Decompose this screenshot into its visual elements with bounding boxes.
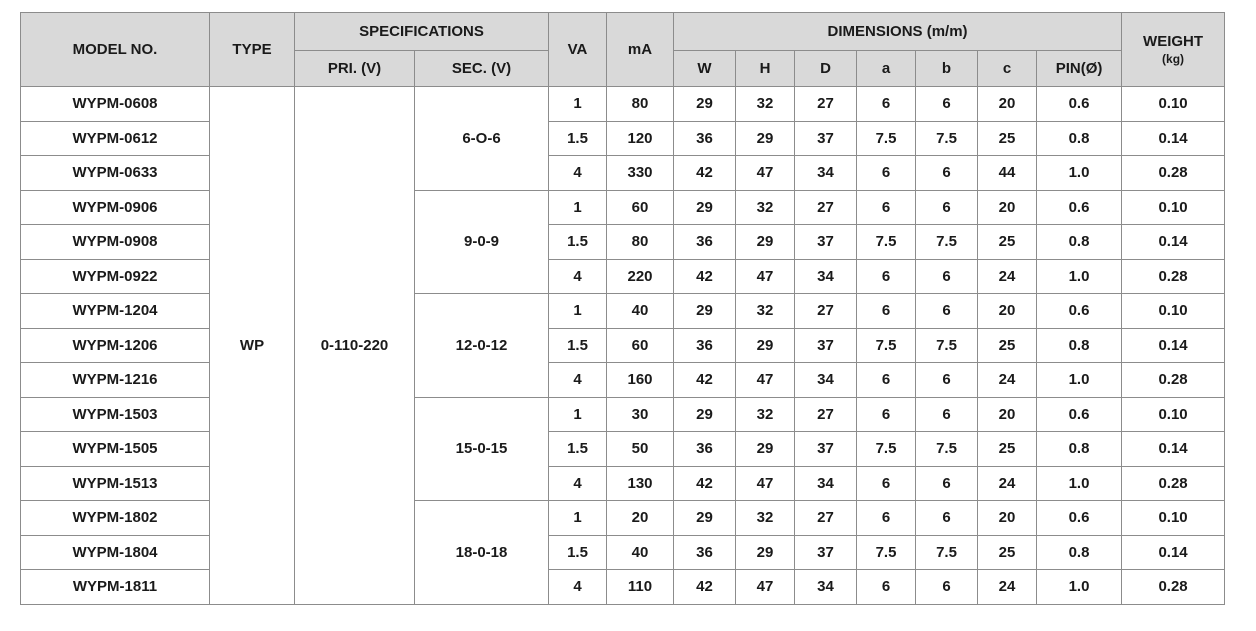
cell-dim-w: 36 bbox=[674, 328, 736, 363]
cell-dim-b: 6 bbox=[916, 87, 978, 122]
cell-dim-h: 29 bbox=[736, 432, 795, 467]
cell-pri: 0-110-220 bbox=[295, 87, 415, 605]
table-row bbox=[21, 87, 1225, 122]
cell-dim-pin: 0.8 bbox=[1037, 535, 1122, 570]
cell-dim-h: 29 bbox=[736, 225, 795, 260]
cell-ma: 50 bbox=[607, 432, 674, 467]
cell-weight: 0.28 bbox=[1122, 259, 1225, 294]
cell-dim-w: 42 bbox=[674, 570, 736, 605]
cell-ma: 30 bbox=[607, 397, 674, 432]
cell-ma: 80 bbox=[607, 87, 674, 122]
cell-weight: 0.10 bbox=[1122, 190, 1225, 225]
cell-va: 1 bbox=[549, 87, 607, 122]
table-row bbox=[21, 225, 1225, 260]
cell-dim-a: 6 bbox=[857, 570, 916, 605]
cell-va: 4 bbox=[549, 156, 607, 191]
cell-dim-h: 32 bbox=[736, 501, 795, 536]
cell-dim-a: 6 bbox=[857, 190, 916, 225]
cell-dim-d: 34 bbox=[795, 570, 857, 605]
cell-ma: 220 bbox=[607, 259, 674, 294]
header-weight bbox=[1122, 13, 1225, 87]
cell-ma: 60 bbox=[607, 190, 674, 225]
cell-dim-c: 20 bbox=[978, 397, 1037, 432]
header-model-no: MODEL NO. bbox=[21, 13, 210, 87]
cell-dim-d: 34 bbox=[795, 259, 857, 294]
cell-dim-c: 44 bbox=[978, 156, 1037, 191]
cell-dim-d: 27 bbox=[795, 190, 857, 225]
table-row bbox=[21, 466, 1225, 501]
cell-dim-c: 25 bbox=[978, 328, 1037, 363]
cell-dim-w: 42 bbox=[674, 259, 736, 294]
cell-dim-pin: 0.6 bbox=[1037, 190, 1122, 225]
cell-dim-c: 25 bbox=[978, 225, 1037, 260]
cell-dim-pin: 1.0 bbox=[1037, 466, 1122, 501]
cell-va: 4 bbox=[549, 570, 607, 605]
cell-va: 1.5 bbox=[549, 432, 607, 467]
cell-weight: 0.10 bbox=[1122, 397, 1225, 432]
cell-dim-c: 20 bbox=[978, 294, 1037, 329]
cell-dim-w: 29 bbox=[674, 294, 736, 329]
header-weight-label: WEIGHT bbox=[1143, 33, 1204, 50]
cell-weight: 0.14 bbox=[1122, 121, 1225, 156]
cell-dim-pin: 1.0 bbox=[1037, 156, 1122, 191]
cell-weight: 0.28 bbox=[1122, 570, 1225, 605]
cell-dim-d: 34 bbox=[795, 466, 857, 501]
header-dim-d: D bbox=[795, 51, 857, 87]
cell-dim-a: 6 bbox=[857, 294, 916, 329]
cell-dim-h: 29 bbox=[736, 121, 795, 156]
cell-dim-d: 27 bbox=[795, 294, 857, 329]
cell-va: 4 bbox=[549, 363, 607, 398]
header-va: VA bbox=[549, 13, 607, 87]
header-pri: PRI. (V) bbox=[295, 51, 415, 87]
cell-dim-b: 6 bbox=[916, 294, 978, 329]
cell-dim-d: 27 bbox=[795, 501, 857, 536]
header-dim-h: H bbox=[736, 51, 795, 87]
cell-model-no: WYPM-0633 bbox=[21, 156, 210, 191]
header-dim-c: c bbox=[978, 51, 1037, 87]
cell-dim-b: 6 bbox=[916, 259, 978, 294]
cell-dim-d: 37 bbox=[795, 535, 857, 570]
cell-dim-w: 42 bbox=[674, 466, 736, 501]
cell-dim-pin: 0.8 bbox=[1037, 432, 1122, 467]
cell-dim-h: 47 bbox=[736, 363, 795, 398]
cell-ma: 20 bbox=[607, 501, 674, 536]
cell-dim-b: 6 bbox=[916, 501, 978, 536]
cell-dim-h: 47 bbox=[736, 156, 795, 191]
cell-va: 4 bbox=[549, 466, 607, 501]
header-type: TYPE bbox=[210, 13, 295, 87]
cell-dim-h: 32 bbox=[736, 190, 795, 225]
cell-va: 1 bbox=[549, 501, 607, 536]
cell-dim-a: 7.5 bbox=[857, 121, 916, 156]
cell-ma: 60 bbox=[607, 328, 674, 363]
header-dimensions: DIMENSIONS (m/m) bbox=[674, 13, 1122, 51]
cell-model-no: WYPM-1204 bbox=[21, 294, 210, 329]
cell-sec: 6-O-6 bbox=[415, 87, 549, 191]
cell-dim-a: 7.5 bbox=[857, 328, 916, 363]
cell-dim-w: 29 bbox=[674, 87, 736, 122]
cell-weight: 0.28 bbox=[1122, 466, 1225, 501]
header-dim-pin: PIN(Ø) bbox=[1037, 51, 1122, 87]
cell-dim-a: 6 bbox=[857, 156, 916, 191]
cell-model-no: WYPM-0908 bbox=[21, 225, 210, 260]
cell-ma: 110 bbox=[607, 570, 674, 605]
cell-sec: 12-0-12 bbox=[415, 294, 549, 398]
cell-dim-b: 6 bbox=[916, 570, 978, 605]
cell-weight: 0.10 bbox=[1122, 294, 1225, 329]
cell-dim-pin: 1.0 bbox=[1037, 570, 1122, 605]
cell-dim-h: 29 bbox=[736, 535, 795, 570]
cell-weight: 0.14 bbox=[1122, 225, 1225, 260]
cell-dim-b: 7.5 bbox=[916, 225, 978, 260]
table-row bbox=[21, 397, 1225, 432]
cell-dim-b: 7.5 bbox=[916, 121, 978, 156]
cell-dim-pin: 0.6 bbox=[1037, 87, 1122, 122]
cell-dim-c: 25 bbox=[978, 432, 1037, 467]
cell-dim-b: 7.5 bbox=[916, 535, 978, 570]
cell-weight: 0.28 bbox=[1122, 363, 1225, 398]
spec-table bbox=[20, 12, 1225, 605]
header-ma: mA bbox=[607, 13, 674, 87]
cell-dim-c: 24 bbox=[978, 570, 1037, 605]
table-row bbox=[21, 156, 1225, 191]
cell-weight: 0.28 bbox=[1122, 156, 1225, 191]
cell-dim-w: 36 bbox=[674, 121, 736, 156]
cell-dim-a: 6 bbox=[857, 466, 916, 501]
cell-ma: 40 bbox=[607, 294, 674, 329]
cell-weight: 0.10 bbox=[1122, 87, 1225, 122]
cell-dim-a: 6 bbox=[857, 397, 916, 432]
cell-model-no: WYPM-1216 bbox=[21, 363, 210, 398]
table-row bbox=[21, 363, 1225, 398]
cell-dim-h: 32 bbox=[736, 87, 795, 122]
cell-dim-w: 42 bbox=[674, 156, 736, 191]
cell-dim-pin: 0.6 bbox=[1037, 294, 1122, 329]
cell-model-no: WYPM-1513 bbox=[21, 466, 210, 501]
cell-sec: 9-0-9 bbox=[415, 190, 549, 294]
cell-ma: 120 bbox=[607, 121, 674, 156]
cell-dim-pin: 1.0 bbox=[1037, 259, 1122, 294]
cell-dim-pin: 0.8 bbox=[1037, 121, 1122, 156]
cell-ma: 80 bbox=[607, 225, 674, 260]
cell-ma: 40 bbox=[607, 535, 674, 570]
cell-model-no: WYPM-1206 bbox=[21, 328, 210, 363]
cell-dim-d: 27 bbox=[795, 87, 857, 122]
header-sec: SEC. (V) bbox=[415, 51, 549, 87]
cell-dim-a: 6 bbox=[857, 363, 916, 398]
cell-dim-c: 24 bbox=[978, 466, 1037, 501]
cell-dim-pin: 0.6 bbox=[1037, 501, 1122, 536]
cell-dim-b: 6 bbox=[916, 190, 978, 225]
cell-model-no: WYPM-1802 bbox=[21, 501, 210, 536]
cell-dim-h: 47 bbox=[736, 570, 795, 605]
cell-weight: 0.10 bbox=[1122, 501, 1225, 536]
cell-sec: 15-0-15 bbox=[415, 397, 549, 501]
cell-dim-c: 24 bbox=[978, 259, 1037, 294]
cell-va: 1.5 bbox=[549, 121, 607, 156]
cell-dim-b: 6 bbox=[916, 397, 978, 432]
cell-dim-b: 7.5 bbox=[916, 328, 978, 363]
cell-ma: 330 bbox=[607, 156, 674, 191]
cell-dim-a: 6 bbox=[857, 501, 916, 536]
table-row bbox=[21, 294, 1225, 329]
cell-dim-d: 34 bbox=[795, 156, 857, 191]
cell-dim-c: 24 bbox=[978, 363, 1037, 398]
cell-dim-w: 29 bbox=[674, 397, 736, 432]
cell-dim-w: 29 bbox=[674, 190, 736, 225]
cell-model-no: WYPM-0608 bbox=[21, 87, 210, 122]
header-dim-b: b bbox=[916, 51, 978, 87]
cell-dim-b: 6 bbox=[916, 156, 978, 191]
cell-model-no: WYPM-0922 bbox=[21, 259, 210, 294]
cell-dim-w: 36 bbox=[674, 225, 736, 260]
cell-dim-c: 25 bbox=[978, 121, 1037, 156]
table-row bbox=[21, 535, 1225, 570]
cell-dim-pin: 0.6 bbox=[1037, 397, 1122, 432]
cell-dim-h: 32 bbox=[736, 397, 795, 432]
cell-sec: 18-0-18 bbox=[415, 501, 549, 605]
cell-dim-d: 37 bbox=[795, 225, 857, 260]
table-row bbox=[21, 501, 1225, 536]
cell-dim-b: 6 bbox=[916, 363, 978, 398]
cell-dim-a: 6 bbox=[857, 259, 916, 294]
cell-dim-h: 47 bbox=[736, 259, 795, 294]
cell-va: 1.5 bbox=[549, 328, 607, 363]
header-weight-unit: (kg) bbox=[1162, 52, 1185, 66]
cell-dim-a: 7.5 bbox=[857, 432, 916, 467]
cell-dim-c: 20 bbox=[978, 190, 1037, 225]
table-header bbox=[21, 13, 1225, 87]
cell-dim-a: 7.5 bbox=[857, 535, 916, 570]
table-body bbox=[21, 87, 1225, 605]
cell-va: 1 bbox=[549, 190, 607, 225]
table-row bbox=[21, 432, 1225, 467]
cell-model-no: WYPM-1505 bbox=[21, 432, 210, 467]
cell-dim-d: 34 bbox=[795, 363, 857, 398]
cell-dim-w: 36 bbox=[674, 535, 736, 570]
cell-model-no: WYPM-0906 bbox=[21, 190, 210, 225]
cell-model-no: WYPM-0612 bbox=[21, 121, 210, 156]
cell-va: 1.5 bbox=[549, 535, 607, 570]
cell-dim-b: 7.5 bbox=[916, 432, 978, 467]
cell-weight: 0.14 bbox=[1122, 432, 1225, 467]
cell-model-no: WYPM-1811 bbox=[21, 570, 210, 605]
cell-dim-d: 27 bbox=[795, 397, 857, 432]
header-row-top bbox=[21, 13, 1225, 51]
cell-dim-d: 37 bbox=[795, 328, 857, 363]
cell-weight: 0.14 bbox=[1122, 535, 1225, 570]
cell-dim-c: 20 bbox=[978, 87, 1037, 122]
table-row bbox=[21, 328, 1225, 363]
cell-model-no: WYPM-1804 bbox=[21, 535, 210, 570]
header-dim-w: W bbox=[674, 51, 736, 87]
cell-ma: 130 bbox=[607, 466, 674, 501]
cell-dim-d: 37 bbox=[795, 121, 857, 156]
cell-dim-h: 32 bbox=[736, 294, 795, 329]
cell-dim-h: 29 bbox=[736, 328, 795, 363]
cell-dim-pin: 1.0 bbox=[1037, 363, 1122, 398]
table-row bbox=[21, 259, 1225, 294]
cell-dim-w: 36 bbox=[674, 432, 736, 467]
cell-type: WP bbox=[210, 87, 295, 605]
cell-va: 1 bbox=[549, 397, 607, 432]
cell-va: 1 bbox=[549, 294, 607, 329]
table-row bbox=[21, 570, 1225, 605]
cell-dim-b: 6 bbox=[916, 466, 978, 501]
header-specifications: SPECIFICATIONS bbox=[295, 13, 549, 51]
table-row bbox=[21, 121, 1225, 156]
cell-va: 1.5 bbox=[549, 225, 607, 260]
table-row bbox=[21, 190, 1225, 225]
cell-dim-w: 29 bbox=[674, 501, 736, 536]
cell-dim-c: 25 bbox=[978, 535, 1037, 570]
cell-model-no: WYPM-1503 bbox=[21, 397, 210, 432]
cell-weight: 0.14 bbox=[1122, 328, 1225, 363]
cell-dim-w: 42 bbox=[674, 363, 736, 398]
cell-ma: 160 bbox=[607, 363, 674, 398]
cell-dim-h: 47 bbox=[736, 466, 795, 501]
cell-dim-a: 6 bbox=[857, 87, 916, 122]
cell-dim-d: 37 bbox=[795, 432, 857, 467]
cell-dim-pin: 0.8 bbox=[1037, 328, 1122, 363]
cell-dim-c: 20 bbox=[978, 501, 1037, 536]
cell-dim-pin: 0.8 bbox=[1037, 225, 1122, 260]
cell-va: 4 bbox=[549, 259, 607, 294]
cell-dim-a: 7.5 bbox=[857, 225, 916, 260]
header-dim-a: a bbox=[857, 51, 916, 87]
